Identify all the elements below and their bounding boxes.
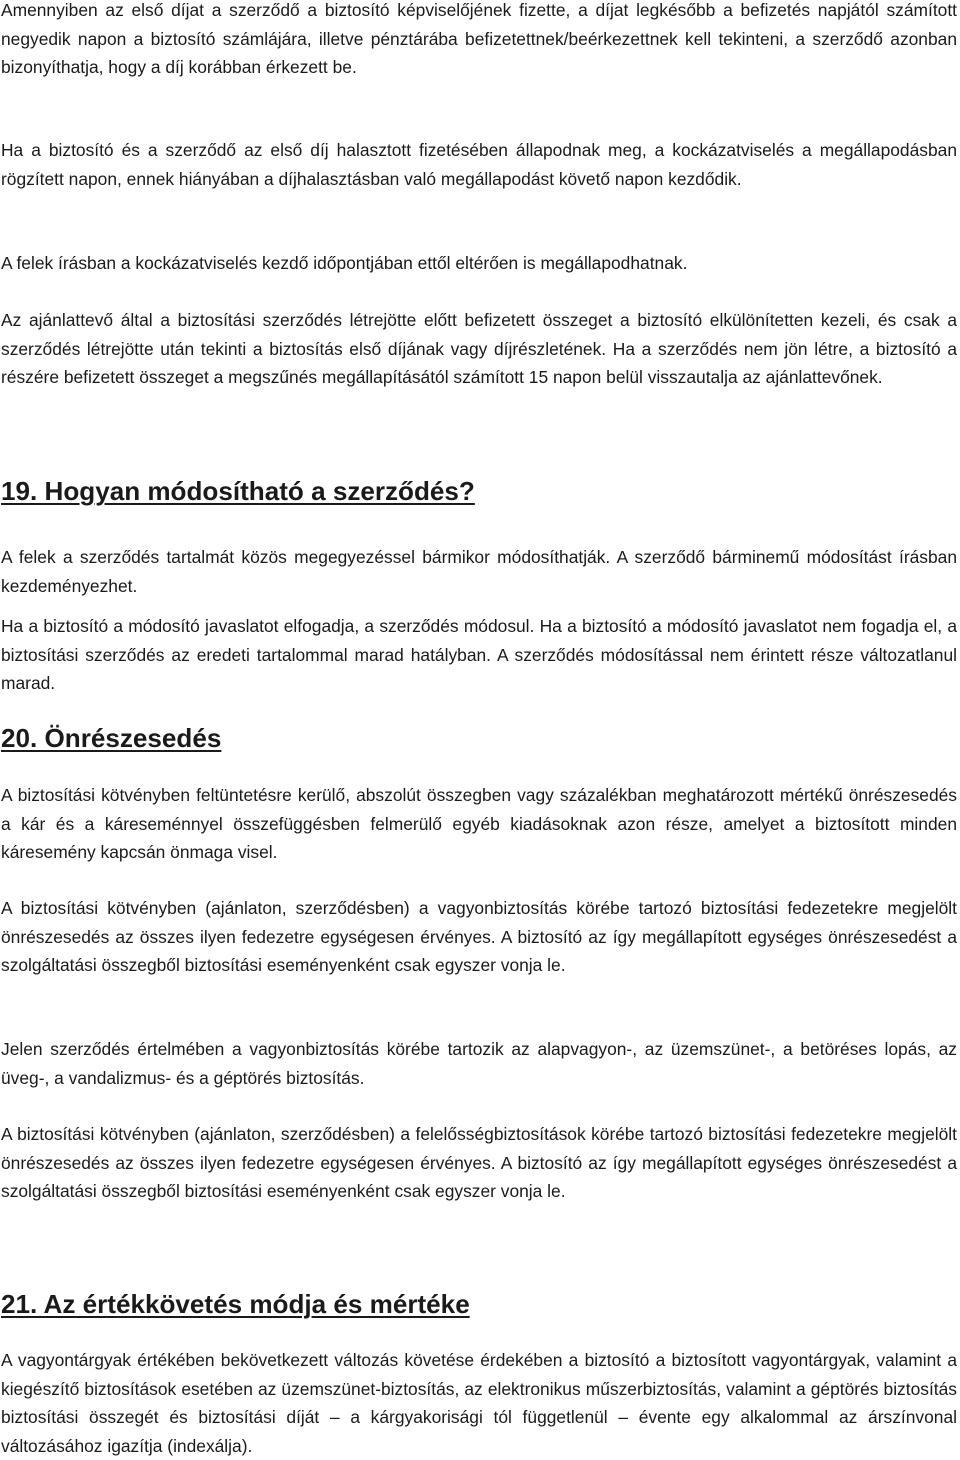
paragraph-deferred-payment: Ha a biztosító és a szerződő az első díj halasztott fizetésében állapodnak meg, a kockázatviselés a megállapodásban rögzített napon, ennek hiányában a díjhalasztásban való megállapodást követő napon kezdődik. (1, 140, 957, 189)
paragraph-contract-modification: A felek a szerződés tartalmát közös megegyezéssel bármikor módosíthatják. A szerződő bárminemű módosítást írásban kezdeményezhet. (1, 547, 957, 596)
heading-section-21: 21. Az értékkövetés módja és mértéke (1, 1289, 470, 1319)
heading-section-19: 19. Hogyan módosítható a szerződés? (1, 476, 475, 506)
paragraph-indexation: A vagyontárgyak értékében bekövetkezett változás követése érdekében a biztosító a biztosított vagyontárgyak, valamint a kiegészítő biztosítások esetében az üzemszünet-biztosítás, az elektronikus műszerbiztosítás, valamint a géptörés biztosítás biztosítási összegét és biztosítási díját – a kárgyakorisági tól függetlenül – évente egy alkalommal az árszínvonal változásához igazítja (indexálja). (1, 1350, 957, 1456)
paragraph-risk-start-agreement: A felek írásban a kockázatviselés kezdő időpontjában ettől eltérően is megállapodhatnak. (1, 253, 688, 273)
heading-section-20: 20. Önrészesedés (1, 723, 222, 753)
paragraph-first-premium-payment: Amennyiben az első díjat a szerződő a biztosító képviselőjének fizette, a díjat legkésőbb a befizetés napjától számított negyedik napon a biztosító számlájára, illetve pénztárába befizetettnek/beérkezettnek kell tekinteni, a szerződő azonban bizonyíthatja, hogy a díj korábban érkezett be. (1, 0, 957, 78)
paragraph-deductible-definition: A biztosítási kötvényben feltüntetésre kerülő, abszolút összegben vagy százalékban meghatározott mértékű önrészesedés a kár és a káreseménnyel összefüggésben felmerülő egyéb kiadásoknak azon része, amelyet a biztosított minden káresemény kapcsán önmaga visel. (1, 785, 957, 863)
paragraph-liability-deductible: A biztosítási kötvényben (ajánlaton, szerződésben) a felelősségbiztosítások körébe tartozó biztosítási fedezetekre megjelölt önrészesedés az összes ilyen fedezetre egységesen érvényes. A biztosító az így megállapított egységes önrészesedést a szolgáltatási összegből biztosítási eseményenként csak egyszer vonja le. (1, 1124, 957, 1202)
paragraph-property-insurance-scope: Jelen szerződés értelmében a vagyonbiztosítás körébe tartozik az alapvagyon-, az üzemszünet-, a betöréses lopás, az üveg-, a vandalizmus- és a géptörés biztosítás. (1, 1039, 957, 1088)
paragraph-offeror-payment: Az ajánlattevő által a biztosítási szerződés létrejötte előtt befizetett összeget a biztosító elkülönítetten kezeli, és csak a szerződés létrejötte után tekinti a biztosítás első díjának vagy díjrészletének. Ha a szerződés nem jön létre, a biztosító a részére befizetett összeget a megszűnés megállapításától számított 15 napon belül visszautalja az ajánlattevőnek. (1, 310, 957, 388)
paragraph-property-deductible: A biztosítási kötvényben (ajánlaton, szerződésben) a vagyonbiztosítás körébe tartozó biztosítási fedezetekre megjelölt önrészesedés az összes ilyen fedezetre egységesen érvényes. A biztosító az így megállapított egységes önrészesedést a szolgáltatási összegből biztosítási eseményenként csak egyszer vonja le. (1, 898, 957, 976)
paragraph-modification-proposal: Ha a biztosító a módosító javaslatot elfogadja, a szerződés módosul. Ha a biztosító a módosító javaslatot nem fogadja el, a biztosítási szerződés az eredeti tartalommal marad hatályban. A szerződés módosítással nem érintett része változatlanul marad. (1, 616, 957, 694)
